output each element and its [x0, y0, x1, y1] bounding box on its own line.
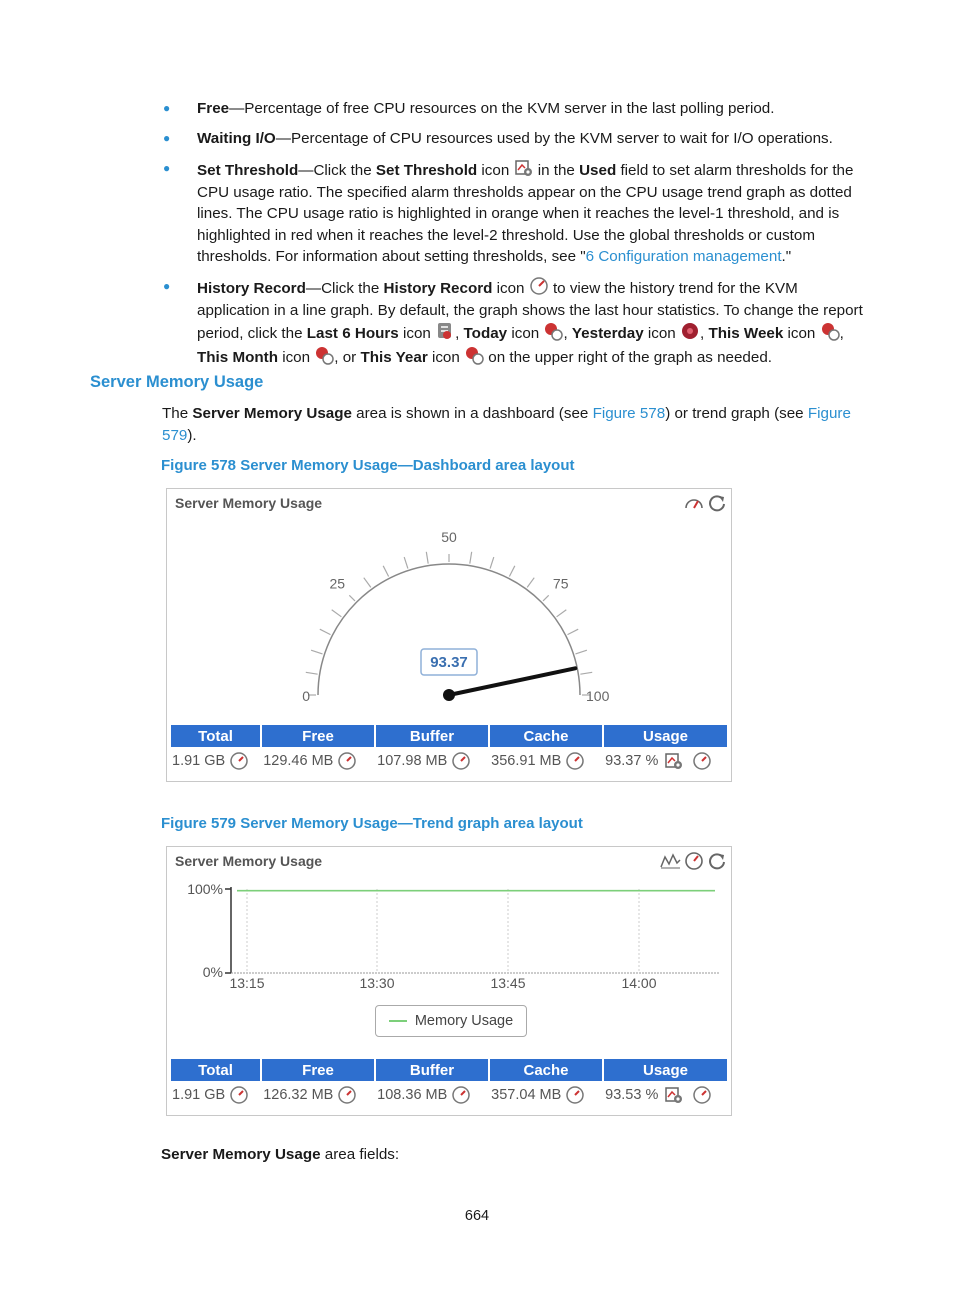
bold-text: This Month	[197, 348, 278, 366]
text: ,	[455, 325, 464, 342]
gauge-tick	[426, 552, 428, 564]
legend-label: Memory Usage	[414, 1013, 514, 1029]
text: icon	[783, 325, 820, 342]
set-threshold-icon[interactable]	[664, 1085, 684, 1105]
text: area is shown in a dashboard (see	[351, 405, 593, 422]
bold-text: Set Threshold	[375, 162, 478, 179]
header-total: Total	[171, 1059, 260, 1081]
figure-579-caption: Figure 579 Server Memory Usage—Trend graph area layout	[161, 815, 583, 832]
text: , or	[334, 348, 361, 366]
stats-values	[171, 1084, 727, 1106]
x-tick-label: 13:45	[490, 975, 526, 991]
bullet-free	[160, 98, 870, 120]
gauge-tick	[527, 578, 534, 588]
history-record-icon[interactable]	[692, 751, 712, 771]
value-free-cell	[262, 1084, 374, 1106]
gauge-tick	[320, 629, 331, 634]
stats-header	[171, 1059, 727, 1081]
text: on the upper right of the graph as needed.	[484, 348, 772, 366]
gauge-tick	[364, 578, 371, 588]
value-total: 1.91 GB	[172, 1087, 226, 1103]
gauge-needle-hub	[443, 689, 455, 701]
intro-paragraph	[162, 403, 866, 447]
figure-578-link[interactable]: Figure 578	[592, 405, 666, 422]
bold-text: Last 6 Hours	[306, 325, 399, 342]
gauge-tick	[490, 557, 494, 568]
value-cache: 357.04 MB	[491, 1087, 562, 1103]
bold-text: Yesterday	[571, 325, 644, 342]
refresh-icon[interactable]	[707, 851, 727, 871]
text-free: —Percentage of free CPU resources on the KVM server in the last polling period.	[229, 100, 775, 117]
text: icon	[643, 325, 680, 342]
panel-title: Server Memory Usage	[175, 853, 323, 869]
y-tick-label: 100%	[187, 881, 223, 897]
figure-578-caption: Figure 578 Server Memory Usage—Dashboard area layout	[161, 457, 575, 474]
bold-text: Today	[463, 325, 508, 342]
text: ,	[839, 325, 844, 342]
bold-text: This Week	[708, 325, 784, 342]
this-week-icon	[820, 321, 840, 341]
value-total-cell	[171, 750, 260, 772]
bullet-threshold	[160, 158, 870, 268]
set-threshold-icon[interactable]	[664, 751, 684, 771]
x-tick-label: 13:15	[229, 975, 265, 991]
trend-view-icon[interactable]	[659, 851, 681, 871]
yesterday-icon	[680, 321, 700, 341]
history-record-icon[interactable]	[565, 1085, 585, 1105]
gauge-tick	[311, 650, 322, 654]
chart-legend	[375, 1005, 527, 1037]
value-usage: 93.37 %	[605, 753, 659, 769]
panel-title: Server Memory Usage	[175, 495, 323, 511]
section-title: Server Memory Usage	[90, 373, 264, 391]
text: ."	[781, 248, 792, 265]
gauge-tick-label: 100	[586, 688, 610, 704]
value-buffer: 107.98 MB	[377, 753, 448, 769]
bold-text: History Record	[383, 280, 493, 297]
bullet-waiting	[160, 128, 870, 150]
this-year-icon	[464, 345, 484, 365]
header-cache: Cache	[490, 1059, 602, 1081]
gauge-value-label: 93.37	[430, 654, 468, 671]
header-cache: Cache	[490, 725, 602, 747]
history-record-icon[interactable]	[337, 751, 357, 771]
text: icon	[477, 162, 514, 179]
dashboard-panel	[166, 488, 732, 782]
x-tick-label: 14:00	[621, 975, 657, 991]
history-record-icon[interactable]	[565, 751, 585, 771]
today-icon	[543, 321, 563, 341]
bold-text: This Year	[360, 348, 428, 366]
text: ).	[187, 427, 197, 444]
gauge-tick-label: 75	[552, 575, 569, 592]
memory-gauge	[167, 489, 731, 721]
text: icon	[492, 280, 529, 297]
value-free: 129.46 MB	[263, 753, 334, 769]
history-record-icon[interactable]	[229, 751, 249, 771]
history-record-icon[interactable]	[451, 751, 471, 771]
header-free: Free	[262, 1059, 374, 1081]
stats-values	[171, 750, 727, 772]
value-free-cell	[262, 750, 374, 772]
text: icon	[398, 325, 436, 342]
term-free: Free	[197, 100, 230, 117]
value-usage-cell	[604, 750, 727, 772]
gauge-tick	[383, 566, 388, 577]
text: area fields:	[320, 1146, 400, 1163]
gauge-tick	[306, 672, 318, 674]
text: —Click the	[305, 280, 384, 297]
bullet-history	[160, 276, 870, 368]
text: ) or trend graph (see	[665, 405, 808, 422]
value-total: 1.91 GB	[172, 753, 226, 769]
header-buffer: Buffer	[376, 725, 488, 747]
text: icon	[507, 325, 544, 342]
gauge-tick-label: 25	[329, 575, 346, 592]
set-threshold-icon	[514, 158, 534, 178]
text: icon	[427, 348, 465, 366]
trend-stats	[171, 1059, 727, 1106]
term-waiting: Waiting I/O	[197, 130, 276, 147]
gauge-tick	[509, 566, 514, 577]
legend-swatch	[389, 1020, 407, 1022]
header-free: Free	[262, 725, 374, 747]
gauge-tick	[404, 557, 408, 568]
value-buffer-cell	[376, 750, 488, 772]
page-number: 664	[464, 1208, 490, 1224]
text: —Click the	[298, 162, 376, 179]
last-6-hours-icon	[435, 321, 455, 341]
dashboard-view-icon[interactable]	[683, 851, 705, 871]
memory-usage-line-chart	[167, 875, 731, 1025]
gauge-tick-label: 0	[302, 688, 310, 704]
text-waiting: —Percentage of CPU resources used by the KVM server to wait for I/O operations.	[275, 130, 833, 147]
value-buffer-cell	[376, 1084, 488, 1106]
history-record-icon[interactable]	[451, 1085, 471, 1105]
history-record-icon[interactable]	[337, 1085, 357, 1105]
bullet-dot: ●	[163, 279, 171, 293]
header-usage: Usage	[604, 1059, 727, 1081]
bold-text: Server Memory Usage	[192, 405, 352, 422]
value-free: 126.32 MB	[263, 1087, 334, 1103]
history-record-icon	[529, 276, 549, 296]
header-total: Total	[171, 725, 260, 747]
figure-579-link[interactable]: Figure 579	[162, 405, 851, 444]
value-cache: 356.91 MB	[491, 753, 562, 769]
value-cache-cell	[490, 750, 602, 772]
y-tick-label: 0%	[202, 964, 223, 980]
gauge-tick	[580, 672, 592, 674]
history-record-icon[interactable]	[229, 1085, 249, 1105]
trend-panel	[166, 846, 732, 1116]
text: The	[162, 405, 193, 422]
bullet-dot: ●	[163, 101, 171, 115]
panel-toolbar	[659, 851, 727, 871]
text: ,	[563, 325, 572, 342]
x-tick-label: 13:30	[359, 975, 395, 991]
bullet-list	[160, 98, 870, 377]
gauge-tick	[575, 650, 586, 654]
bold-text: Server Memory Usage	[161, 1146, 321, 1163]
value-buffer: 108.36 MB	[377, 1087, 448, 1103]
this-month-icon	[314, 345, 334, 365]
text: ,	[699, 325, 709, 342]
gauge-tick-label: 50	[441, 529, 457, 545]
header-usage: Usage	[604, 725, 727, 747]
dashboard-stats	[171, 725, 727, 772]
bullet-dot: ●	[163, 131, 171, 145]
text: icon	[277, 348, 315, 366]
fields-intro	[161, 1146, 399, 1163]
gauge-tick	[470, 552, 472, 564]
stats-header	[171, 725, 727, 747]
gauge-tick	[332, 610, 342, 617]
text: in the	[533, 162, 580, 179]
gauge-tick	[349, 595, 355, 601]
text: field to set alarm thresholds for the CPU usage ratio. The specified alarm thresholds appear on the CPU usage trend graph as dotted lines. The CPU usage ratio is highlighted in orange when it reaches the level-1 threshold, and is highlighted in red when it reaches the level-2 threshold. Use the global thresholds or custom thresholds. For information about setting thresholds, see "	[197, 162, 854, 265]
header-buffer: Buffer	[376, 1059, 488, 1081]
value-cache-cell	[490, 1084, 602, 1106]
gauge-tick	[557, 610, 567, 617]
gauge-tick	[543, 595, 549, 601]
term-history: History Record	[197, 280, 306, 297]
value-usage: 93.53 %	[605, 1087, 659, 1103]
config-link[interactable]: 6 Configuration management	[585, 248, 782, 265]
history-record-icon[interactable]	[692, 1085, 712, 1105]
term-threshold: Set Threshold	[197, 162, 299, 179]
bold-text: Used	[579, 162, 617, 179]
text: to view the history trend for the KVM application in a line graph. By default, the graph shows the last hour statistics. To change the report period, click the	[197, 280, 863, 342]
bullet-dot: ●	[163, 161, 171, 175]
value-usage-cell	[604, 1084, 727, 1106]
gauge-tick	[568, 629, 579, 634]
value-total-cell	[171, 1084, 260, 1106]
